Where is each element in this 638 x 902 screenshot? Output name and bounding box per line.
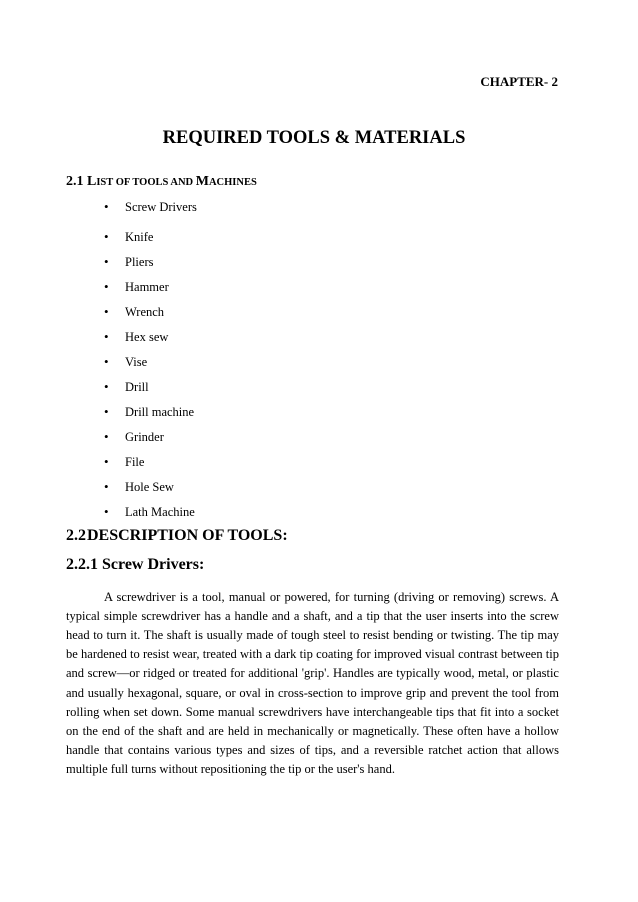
bullet-icon: • — [104, 429, 109, 444]
bullet-icon: • — [104, 354, 109, 369]
list-item: • Vise — [104, 354, 148, 369]
bullet-icon: • — [104, 304, 109, 319]
list-item: • Hole Sew — [104, 479, 174, 494]
section-heading-list — [66, 174, 257, 190]
page-title: REQUIRED TOOLS & MATERIALS — [162, 128, 466, 148]
body-paragraph: A screwdriver is a tool, manual or powered, for turning (driving or removing) screws. A typical simple screwdriver has a handle and a shaft, and a tip that the user inserts into the screw head to turn it. The shaft is usually made of tough steel to resist bending or twisting. The tip may be hardened to resist wear, treated with a dark tip coating for improved visual contrast between tip and screw—or ridged or treated for additional 'grip'. Handles are typically wood, metal, or plastic and usually hexagonal, square, or oval in cross-section to improve grip and prevent the tool from rolling when set down. Some manual screwdrivers have interchangeable tips that fit into a socket on the end of the shaft and are held in mechanically or magnetically. These often have a hollow handle that contains various types and sizes of tips, and a reversible ratchet action that allows multiple full turns without repositioning the tip or the user's hand. — [66, 589, 559, 777]
list-item: • Pliers — [104, 254, 154, 269]
subsection-heading-screw-drivers: 2.2.1 Screw Drivers: — [66, 556, 205, 573]
list-item: • Hex sew — [104, 329, 169, 344]
list-item: • Wrench — [104, 304, 165, 319]
bullet-icon: • — [104, 254, 109, 269]
chapter-label: CHAPTER- 2 — [480, 74, 558, 89]
section-heading-description — [66, 527, 288, 545]
section-heading-text: LIST OF TOOLS AND MACHINES — [87, 174, 257, 189]
list-item: • Hammer — [104, 279, 169, 294]
list-item: • Knife — [104, 229, 154, 244]
bullet-icon: • — [104, 379, 109, 394]
list-item: • Drill — [104, 379, 149, 394]
bullet-icon: • — [104, 199, 109, 214]
bullet-icon: • — [104, 329, 109, 344]
list-item: • File — [104, 454, 145, 469]
list-item: • Lath Machine — [104, 504, 195, 519]
list-item: • Screw Drivers — [104, 199, 197, 214]
bullet-icon: • — [104, 279, 109, 294]
section-heading-text: DESCRIPTION OF TOOLS: — [87, 527, 288, 544]
bullet-icon: • — [104, 229, 109, 244]
section-number: 2.1 — [66, 174, 84, 189]
list-item: • Grinder — [104, 429, 164, 444]
bullet-icon: • — [104, 479, 109, 494]
bullet-icon: • — [104, 454, 109, 469]
bullet-icon: • — [104, 404, 109, 419]
list-item: • Drill machine — [104, 404, 195, 419]
section-number: 2.2 — [66, 527, 86, 544]
bullet-icon: • — [104, 504, 109, 519]
